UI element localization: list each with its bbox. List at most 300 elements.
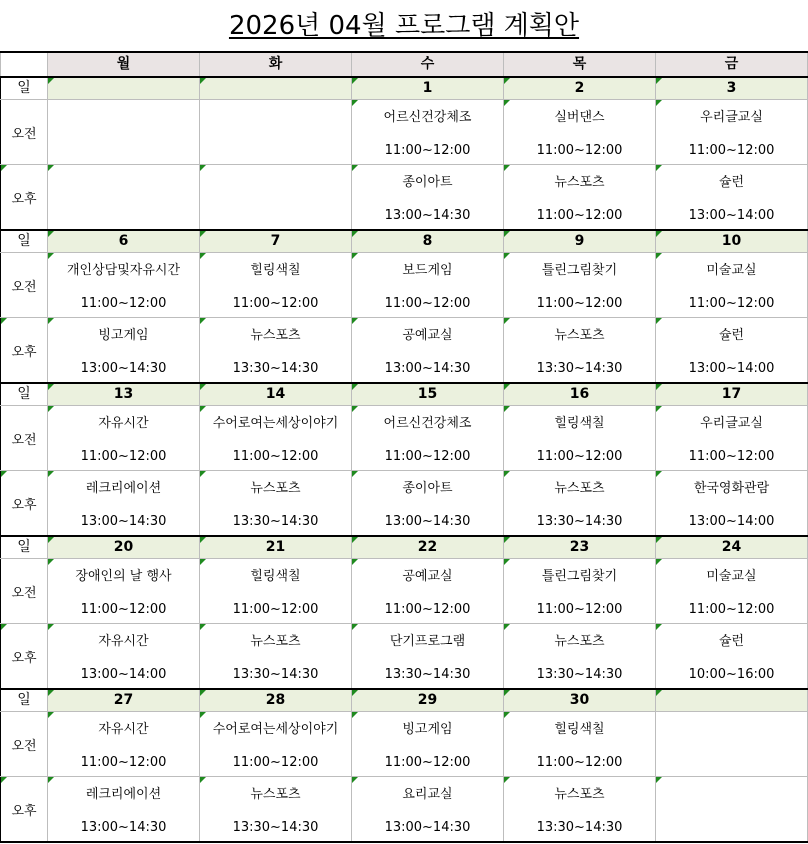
date-number: 29 <box>417 692 438 708</box>
program-name <box>656 786 807 804</box>
date-cell <box>48 77 200 100</box>
date-cell <box>504 689 656 712</box>
date-number: 9 <box>574 233 585 249</box>
program-cell <box>352 559 504 624</box>
program-name: 어르신건강체조 <box>383 110 472 125</box>
date-cell <box>48 536 200 559</box>
program-time <box>200 142 351 160</box>
program-name: 뉴스포츠 <box>554 634 605 649</box>
pm-label-text: 오후 <box>11 344 37 360</box>
cell-marker-icon <box>200 318 206 324</box>
date-number: 21 <box>265 539 286 555</box>
program-name: 틀린그림찾기 <box>541 263 618 278</box>
cell-marker-icon <box>352 384 358 390</box>
program-name: 자유시간 <box>98 722 149 737</box>
date-cell <box>48 383 200 406</box>
date-cell <box>656 383 808 406</box>
cell-marker-icon <box>352 712 358 718</box>
program-time: 11:00~12:00 <box>688 602 775 617</box>
cell-marker-icon <box>656 471 662 477</box>
program-name: 힐링색칠 <box>554 416 605 431</box>
pm-label-text: 오후 <box>11 650 37 666</box>
program-name: 어르신건강체조 <box>383 416 472 431</box>
date-number: 14 <box>265 386 286 402</box>
date-row <box>1 230 808 253</box>
pm-label <box>1 471 48 537</box>
weekday-header-mon: 월 <box>48 52 200 77</box>
program-cell <box>504 165 656 231</box>
date-cell <box>200 230 352 253</box>
program-name: 힐링색칠 <box>554 722 605 737</box>
cell-marker-icon <box>352 624 358 630</box>
cell-marker-icon <box>48 559 54 565</box>
program-name: 빙고게임 <box>402 722 453 737</box>
cell-marker-icon <box>48 318 54 324</box>
date-cell <box>352 230 504 253</box>
program-cell <box>504 406 656 471</box>
cell-marker-icon <box>48 253 54 259</box>
cell-marker-icon <box>48 777 54 783</box>
date-cell <box>200 383 352 406</box>
program-cell <box>504 777 656 843</box>
program-cell <box>48 100 200 165</box>
program-time: 13:30~14:30 <box>232 667 319 682</box>
program-time: 11:00~12:00 <box>688 143 775 158</box>
pm-program-row <box>1 471 808 537</box>
program-cell <box>504 624 656 690</box>
program-name: 슐런 <box>718 175 745 190</box>
cell-marker-icon <box>48 537 54 543</box>
program-time: 11:00~12:00 <box>232 755 319 770</box>
date-cell <box>352 383 504 406</box>
program-name: 뉴스포츠 <box>554 328 605 343</box>
program-time: 13:30~14:30 <box>232 820 319 835</box>
program-cell <box>504 318 656 384</box>
date-number: 13 <box>113 386 134 402</box>
program-time: 11:00~12:00 <box>688 296 775 311</box>
program-cell <box>656 624 808 690</box>
date-cell <box>352 689 504 712</box>
program-name: 레크리에이션 <box>85 481 162 496</box>
weekday-header-wed: 수 <box>352 52 504 77</box>
program-time: 11:00~12:00 <box>80 449 167 464</box>
program-cell <box>504 471 656 537</box>
cell-marker-icon <box>200 78 206 84</box>
cell-marker-icon <box>504 231 510 237</box>
program-time: 11:00~12:00 <box>384 143 471 158</box>
program-time: 13:00~14:00 <box>688 361 775 376</box>
program-cell <box>200 100 352 165</box>
date-cell <box>656 77 808 100</box>
program-cell <box>656 165 808 231</box>
cell-marker-icon <box>352 100 358 106</box>
pm-label <box>1 165 48 231</box>
program-name: 미술교실 <box>706 569 757 584</box>
am-program-row <box>1 559 808 624</box>
cell-marker-icon <box>656 100 662 106</box>
program-cell <box>656 318 808 384</box>
program-time: 13:30~14:30 <box>536 361 623 376</box>
program-cell <box>200 777 352 843</box>
program-name: 우리글교실 <box>700 110 763 125</box>
date-number: 17 <box>721 386 742 402</box>
cell-marker-icon <box>1 318 7 324</box>
date-cell <box>656 689 808 712</box>
program-name: 뉴스포츠 <box>250 328 301 343</box>
weekday-header-row <box>1 52 808 77</box>
cell-marker-icon <box>352 318 358 324</box>
cell-marker-icon <box>48 624 54 630</box>
cell-marker-icon <box>504 384 510 390</box>
program-cell <box>352 406 504 471</box>
date-number: 27 <box>113 692 134 708</box>
page-title-text: 2026년 04월 프로그램 계획안 <box>228 11 580 41</box>
program-cell <box>48 471 200 537</box>
cell-marker-icon <box>200 231 206 237</box>
program-cell <box>504 559 656 624</box>
program-cell <box>504 100 656 165</box>
am-label <box>1 100 48 165</box>
date-number: 7 <box>270 233 281 249</box>
program-cell <box>352 624 504 690</box>
cell-marker-icon <box>48 471 54 477</box>
program-cell <box>656 471 808 537</box>
calendar-body <box>1 52 808 842</box>
program-time: 11:00~12:00 <box>384 296 471 311</box>
am-label <box>1 406 48 471</box>
cell-marker-icon <box>1 471 7 477</box>
cell-marker-icon <box>200 471 206 477</box>
cell-marker-icon <box>200 406 206 412</box>
cell-marker-icon <box>48 231 54 237</box>
program-name: 자유시간 <box>98 416 149 431</box>
cell-marker-icon <box>504 406 510 412</box>
pm-label <box>1 777 48 843</box>
cell-marker-icon <box>656 537 662 543</box>
date-row <box>1 689 808 712</box>
program-time <box>200 207 351 225</box>
am-label <box>1 559 48 624</box>
date-number: 30 <box>569 692 590 708</box>
program-time: 11:00~12:00 <box>80 296 167 311</box>
program-name <box>200 109 351 127</box>
program-time: 13:00~14:30 <box>384 820 471 835</box>
program-time: 11:00~12:00 <box>232 602 319 617</box>
program-time: 11:00~12:00 <box>536 449 623 464</box>
program-time: 13:30~14:30 <box>536 820 623 835</box>
date-number: 20 <box>113 539 134 555</box>
program-time: 13:00~14:30 <box>384 361 471 376</box>
program-time: 11:00~12:00 <box>536 143 623 158</box>
cell-marker-icon <box>656 559 662 565</box>
weekday-header-thu: 목 <box>504 52 656 77</box>
sunday-label: 일 <box>1 689 48 712</box>
cell-marker-icon <box>200 777 206 783</box>
cell-marker-icon <box>352 406 358 412</box>
cell-marker-icon <box>352 231 358 237</box>
program-time: 13:00~14:00 <box>688 514 775 529</box>
program-time: 11:00~12:00 <box>536 296 623 311</box>
program-name: 개인상담및자유시간 <box>66 263 181 278</box>
program-cell <box>656 406 808 471</box>
program-cell <box>352 712 504 777</box>
program-cell <box>48 253 200 318</box>
cell-marker-icon <box>656 406 662 412</box>
program-time: 10:00~16:00 <box>688 667 775 682</box>
cell-marker-icon <box>200 384 206 390</box>
date-number: 22 <box>417 539 438 555</box>
program-time: 13:00~14:30 <box>80 514 167 529</box>
program-name: 장애인의 날 행사 <box>75 569 172 584</box>
date-cell <box>48 230 200 253</box>
program-name: 뉴스포츠 <box>554 481 605 496</box>
program-time: 11:00~12:00 <box>384 449 471 464</box>
cell-marker-icon <box>48 712 54 718</box>
am-program-row <box>1 406 808 471</box>
date-cell <box>504 77 656 100</box>
program-time: 11:00~12:00 <box>384 755 471 770</box>
program-cell <box>48 712 200 777</box>
am-program-row <box>1 253 808 318</box>
program-name: 빙고게임 <box>98 328 149 343</box>
program-name: 레크리에이션 <box>85 787 162 802</box>
date-number: 24 <box>721 539 742 555</box>
program-name: 뉴스포츠 <box>554 787 605 802</box>
sunday-label: 일 <box>1 230 48 253</box>
program-name: 공예교실 <box>402 569 453 584</box>
date-cell <box>352 77 504 100</box>
program-time <box>656 819 807 837</box>
cell-marker-icon <box>352 253 358 259</box>
program-time: 13:00~14:00 <box>688 208 775 223</box>
pm-label-text: 오후 <box>11 803 37 819</box>
cell-marker-icon <box>656 624 662 630</box>
date-number: 16 <box>569 386 590 402</box>
date-cell <box>352 536 504 559</box>
cell-marker-icon <box>200 537 206 543</box>
weekday-header-fri: 금 <box>656 52 808 77</box>
cell-marker-icon <box>200 559 206 565</box>
program-cell <box>656 253 808 318</box>
program-name <box>48 174 199 192</box>
cell-marker-icon <box>48 406 54 412</box>
program-cell <box>352 165 504 231</box>
cell-marker-icon <box>504 690 510 696</box>
program-name: 자유시간 <box>98 634 149 649</box>
cell-marker-icon <box>504 318 510 324</box>
cell-marker-icon <box>656 78 662 84</box>
am-label-text: 오전 <box>11 738 37 754</box>
cell-marker-icon <box>48 690 54 696</box>
date-cell <box>48 689 200 712</box>
date-cell <box>200 689 352 712</box>
program-cell <box>200 624 352 690</box>
program-name: 우리글교실 <box>700 416 763 431</box>
cell-marker-icon <box>200 253 206 259</box>
cell-marker-icon <box>200 165 206 171</box>
program-name: 뉴스포츠 <box>250 787 301 802</box>
date-number: 23 <box>569 539 590 555</box>
am-program-row <box>1 712 808 777</box>
program-cell <box>48 406 200 471</box>
program-name: 한국영화관람 <box>693 481 770 496</box>
cell-marker-icon <box>200 712 206 718</box>
cell-marker-icon <box>504 165 510 171</box>
cell-marker-icon <box>656 384 662 390</box>
program-cell <box>200 253 352 318</box>
date-cell <box>504 536 656 559</box>
date-number: 3 <box>726 80 737 96</box>
program-cell <box>352 471 504 537</box>
program-name: 뉴스포츠 <box>250 634 301 649</box>
cell-marker-icon <box>504 78 510 84</box>
weekday-header-tue: 화 <box>200 52 352 77</box>
program-name: 힐링색칠 <box>250 263 301 278</box>
pm-program-row <box>1 165 808 231</box>
pm-label-text: 오후 <box>11 497 37 513</box>
cell-marker-icon <box>656 777 662 783</box>
date-row <box>1 77 808 100</box>
program-cell <box>656 100 808 165</box>
program-name: 뉴스포츠 <box>250 481 301 496</box>
date-number: 1 <box>422 80 433 96</box>
program-cell <box>200 406 352 471</box>
date-number: 2 <box>574 80 585 96</box>
date-row <box>1 383 808 406</box>
program-name: 뉴스포츠 <box>554 175 605 190</box>
corner-cell <box>1 52 48 77</box>
am-label <box>1 712 48 777</box>
program-cell <box>352 318 504 384</box>
pm-label-text: 오후 <box>11 191 37 207</box>
program-time: 11:00~12:00 <box>536 755 623 770</box>
date-number: 6 <box>118 233 129 249</box>
program-name: 공예교실 <box>402 328 453 343</box>
cell-marker-icon <box>656 318 662 324</box>
program-time: 11:00~12:00 <box>384 602 471 617</box>
cell-marker-icon <box>352 471 358 477</box>
cell-marker-icon <box>48 384 54 390</box>
program-time <box>48 142 199 160</box>
am-label-text: 오전 <box>11 585 37 601</box>
cell-marker-icon <box>504 624 510 630</box>
cell-marker-icon <box>352 78 358 84</box>
cell-marker-icon <box>200 624 206 630</box>
pm-label <box>1 624 48 690</box>
program-time: 13:30~14:30 <box>536 667 623 682</box>
pm-program-row <box>1 318 808 384</box>
program-name: 실버댄스 <box>554 110 605 125</box>
program-cell <box>504 253 656 318</box>
program-cell <box>504 712 656 777</box>
program-time: 13:00~14:30 <box>80 820 167 835</box>
program-time: 13:00~14:30 <box>384 208 471 223</box>
program-time <box>48 207 199 225</box>
program-name: 종이아트 <box>402 481 453 496</box>
program-time: 13:30~14:30 <box>536 514 623 529</box>
date-cell <box>656 230 808 253</box>
cell-marker-icon <box>504 253 510 259</box>
page-title <box>0 6 808 46</box>
cell-marker-icon <box>656 253 662 259</box>
program-cell <box>48 318 200 384</box>
program-cell <box>48 165 200 231</box>
cell-marker-icon <box>352 537 358 543</box>
cell-marker-icon <box>504 100 510 106</box>
program-cell <box>48 777 200 843</box>
am-label-text: 오전 <box>11 126 37 142</box>
program-name: 미술교실 <box>706 263 757 278</box>
sunday-label: 일 <box>1 536 48 559</box>
program-time: 11:00~12:00 <box>232 449 319 464</box>
program-calendar <box>0 51 808 843</box>
cell-marker-icon <box>352 690 358 696</box>
program-cell <box>48 559 200 624</box>
date-number: 28 <box>265 692 286 708</box>
program-cell <box>352 100 504 165</box>
cell-marker-icon <box>352 777 358 783</box>
program-name: 슐런 <box>718 328 745 343</box>
cell-marker-icon <box>504 537 510 543</box>
cell-marker-icon <box>504 712 510 718</box>
program-time: 13:00~14:00 <box>80 667 167 682</box>
program-name: 보드게임 <box>402 263 453 278</box>
program-cell <box>656 559 808 624</box>
cell-marker-icon <box>1 777 7 783</box>
program-cell <box>352 253 504 318</box>
am-label-text: 오전 <box>11 432 37 448</box>
program-time: 11:00~12:00 <box>536 208 623 223</box>
program-name: 요리교실 <box>402 787 453 802</box>
cell-marker-icon <box>48 78 54 84</box>
date-number: 10 <box>721 233 742 249</box>
cell-marker-icon <box>48 165 54 171</box>
program-cell <box>656 777 808 843</box>
cell-marker-icon <box>1 624 7 630</box>
program-cell <box>656 712 808 777</box>
program-cell <box>200 165 352 231</box>
date-cell <box>200 536 352 559</box>
program-time: 11:00~12:00 <box>80 602 167 617</box>
date-number: 15 <box>417 386 438 402</box>
program-time <box>656 754 807 772</box>
cell-marker-icon <box>504 777 510 783</box>
date-row <box>1 536 808 559</box>
cell-marker-icon <box>504 559 510 565</box>
date-cell <box>504 383 656 406</box>
cell-marker-icon <box>1 165 7 171</box>
program-name: 슐런 <box>718 634 745 649</box>
program-time: 11:00~12:00 <box>536 602 623 617</box>
sunday-label: 일 <box>1 77 48 100</box>
cell-marker-icon <box>352 165 358 171</box>
program-name: 수어로여는세상이야기 <box>212 722 339 737</box>
program-time: 11:00~12:00 <box>80 755 167 770</box>
cell-marker-icon <box>656 231 662 237</box>
pm-program-row <box>1 777 808 843</box>
cell-marker-icon <box>656 165 662 171</box>
am-program-row <box>1 100 808 165</box>
program-cell <box>200 471 352 537</box>
program-time: 13:30~14:30 <box>232 514 319 529</box>
program-time: 13:30~14:30 <box>232 361 319 376</box>
program-cell <box>48 624 200 690</box>
program-name <box>48 109 199 127</box>
program-name <box>656 721 807 739</box>
program-name: 수어로여는세상이야기 <box>212 416 339 431</box>
program-name: 틀린그림찾기 <box>541 569 618 584</box>
program-cell <box>200 318 352 384</box>
